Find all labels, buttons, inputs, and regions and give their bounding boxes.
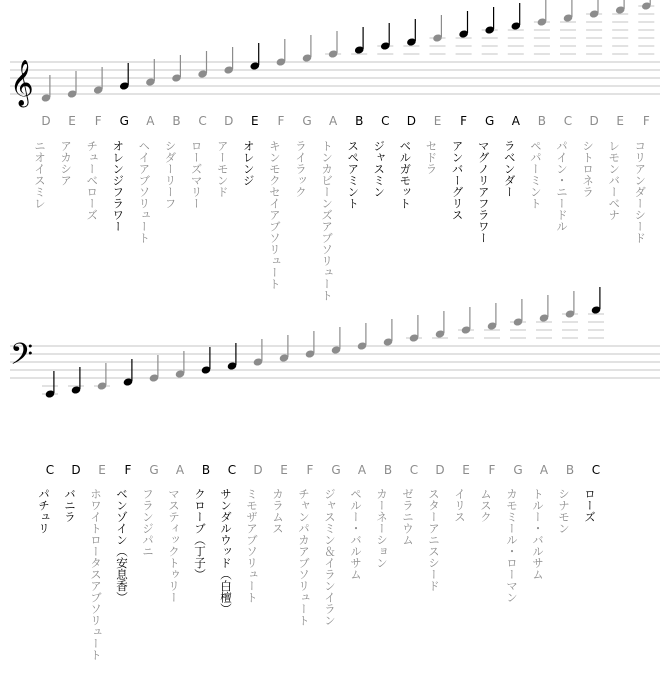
note-letter: A — [511, 114, 520, 128]
note-1-3 — [115, 359, 133, 603]
note-scent-name: セドラ — [424, 140, 439, 175]
note-scent-name: ジャスミン＆イランイラン — [323, 488, 337, 626]
note-1-6 — [193, 347, 211, 580]
note-0-23 — [633, 0, 654, 244]
note-letter: E — [616, 114, 624, 128]
note-scent-name: オレンジフラワー — [111, 140, 126, 232]
note-1-17 — [479, 303, 500, 523]
note-scent-name: チャンパカアブソリュート — [297, 488, 311, 626]
note-1-9 — [271, 335, 289, 534]
note-scent-name: シトロネラ — [581, 140, 596, 198]
note-letter: D — [71, 463, 81, 477]
note-1-13 — [375, 319, 393, 569]
note-scent-name: スペアミント — [346, 140, 361, 209]
note-scent-name: パイン・ニードル — [555, 140, 569, 232]
note-scent-name: パチュリ — [37, 488, 51, 534]
note-scent-name: ベンゾイン（安息香） — [115, 488, 129, 603]
note-letter: A — [175, 463, 185, 477]
note-letter: D — [41, 114, 51, 128]
note-scent-name: ペルー・バルサム — [349, 488, 363, 580]
note-1-21 — [583, 287, 604, 523]
note-letter: E — [251, 114, 259, 128]
note-letter: C — [227, 463, 237, 477]
note-0-2 — [85, 67, 103, 221]
note-letter: A — [146, 114, 155, 128]
note-scent-name: アンバーグリス — [450, 140, 465, 221]
note-scent-name: シダーリーフ — [163, 140, 178, 209]
note-scent-name: マグノリアフラワー — [476, 140, 491, 244]
note-letter: G — [513, 463, 523, 477]
note-0-1 — [59, 71, 77, 186]
note-letter: D — [589, 114, 599, 128]
note-letter: G — [302, 114, 312, 128]
note-letter: G — [119, 114, 129, 128]
note-scent-name: ラベンダー — [502, 140, 517, 198]
note-0-8 — [242, 43, 260, 186]
note-letter: E — [98, 463, 106, 477]
note-scent-name: ヘイアブソリュート — [137, 140, 152, 244]
note-0-18 — [503, 3, 524, 198]
note-0-17 — [477, 7, 498, 244]
note-0-19 — [529, 0, 550, 209]
note-letter: E — [433, 114, 442, 128]
note-letter: F — [488, 463, 496, 477]
note-0-15 — [425, 15, 446, 175]
note-scent-name: ミモザアブソリュート — [245, 488, 259, 603]
note-scent-name: シナモン — [557, 488, 571, 534]
note-letter: C — [198, 114, 207, 128]
note-scent-name: カラムス — [271, 488, 285, 534]
note-letter: C — [591, 463, 601, 477]
note-scent-name: ジャスミン — [372, 140, 387, 198]
note-0-10 — [294, 35, 312, 198]
note-1-7 — [219, 343, 237, 615]
note-letter: F — [306, 463, 314, 477]
note-0-13 — [372, 23, 393, 198]
note-0-11 — [320, 31, 341, 301]
note-0-20 — [555, 0, 576, 232]
note-scent-name: マスティックトゥリー — [167, 488, 181, 603]
note-1-1 — [63, 367, 84, 523]
note-letter: C — [409, 463, 419, 477]
note-0-21 — [581, 0, 602, 198]
note-scent-name: フランジパニ — [141, 488, 155, 557]
note-scent-name: サンダルウッド（白檀） — [219, 488, 233, 615]
note-letter: D — [224, 114, 234, 128]
bass-staff — [10, 287, 660, 661]
note-scent-name: アーモンド — [215, 140, 230, 198]
note-0-12 — [346, 27, 367, 209]
note-scent-name: クローブ（丁子） — [193, 488, 207, 580]
note-letter: A — [539, 463, 549, 477]
note-letter: D — [435, 463, 445, 477]
note-1-18 — [505, 299, 526, 603]
note-letter: B — [537, 114, 547, 128]
note-letter: C — [45, 463, 55, 477]
note-letter: E — [462, 463, 470, 477]
note-scent-name: ムスク — [479, 488, 493, 523]
note-1-4 — [141, 355, 159, 557]
note-1-11 — [323, 327, 341, 626]
note-scent-name: アカシア — [59, 140, 74, 186]
note-letter: F — [277, 114, 285, 128]
note-scent-name: カモミール・ローマン — [505, 488, 519, 603]
note-letter: F — [642, 114, 650, 128]
note-1-8 — [245, 339, 263, 603]
note-letter: C — [381, 114, 390, 128]
note-scent-name: ゼラニウム — [401, 488, 415, 546]
note-letter: A — [328, 114, 338, 128]
note-letter: B — [565, 463, 575, 477]
note-letter: G — [331, 463, 341, 477]
note-0-6 — [190, 51, 208, 209]
note-letter: D — [253, 463, 263, 477]
note-letter: D — [406, 114, 417, 128]
note-scent-name: カーネーション — [375, 488, 389, 569]
note-1-20 — [557, 291, 578, 534]
note-scent-name: チューベローズ — [85, 140, 100, 221]
note-letter: B — [355, 114, 364, 128]
note-0-14 — [398, 19, 419, 209]
note-scent-name: ベルガモット — [398, 140, 413, 209]
note-scent-name: イリス — [453, 488, 467, 523]
note-scent-name: ローズ — [583, 488, 597, 523]
note-0-4 — [137, 59, 155, 244]
note-scent-name: トルー・バルサム — [531, 488, 545, 580]
treble-clef-icon: 𝄞 — [10, 60, 34, 106]
note-scent-name: コリアンダーシード — [633, 140, 648, 244]
note-letter: C — [563, 114, 573, 128]
note-letter: F — [94, 114, 102, 128]
note-scent-name: トンカビーンズアブソリュート — [320, 140, 335, 301]
note-0-0 — [33, 75, 51, 209]
note-letter: F — [124, 463, 132, 477]
note-letter: G — [485, 114, 495, 128]
note-1-2 — [89, 363, 110, 661]
note-letter: B — [383, 463, 393, 477]
note-letter: E — [68, 114, 76, 128]
note-letter: B — [201, 463, 211, 477]
note-1-15 — [427, 311, 448, 592]
note-scent-name: ペパーミント — [528, 140, 543, 209]
note-1-14 — [401, 315, 422, 546]
note-1-10 — [297, 331, 315, 626]
note-scent-name: ローズマリー — [189, 140, 204, 209]
note-scent-name: キンモクセイアブソリュート — [267, 140, 282, 290]
note-0-16 — [451, 11, 472, 221]
bass-clef-icon: 𝄢 — [10, 338, 34, 379]
note-0-3 — [111, 63, 129, 232]
note-scent-name: オレンジ — [241, 140, 256, 186]
treble-staff — [10, 0, 660, 301]
note-scent-name: レモンバーベナ — [607, 140, 622, 221]
note-letter: B — [172, 114, 181, 128]
note-scent-name: スターアニスシード — [427, 488, 441, 592]
note-0-22 — [607, 0, 628, 221]
note-letter: A — [357, 463, 367, 477]
note-scent-name: ホワイトロータスアブソリュート — [89, 488, 103, 661]
note-letter: E — [280, 463, 288, 477]
note-scent-name: ライラック — [294, 140, 308, 198]
note-letter: F — [460, 114, 468, 128]
note-1-16 — [453, 307, 474, 523]
note-0-9 — [268, 39, 286, 290]
note-scent-name: ニオイスミレ — [33, 140, 47, 209]
note-1-19 — [531, 295, 552, 580]
note-letter: G — [149, 463, 159, 477]
note-scent-name: バニラ — [63, 488, 77, 523]
note-1-0 — [37, 371, 58, 534]
note-1-5 — [167, 351, 185, 603]
